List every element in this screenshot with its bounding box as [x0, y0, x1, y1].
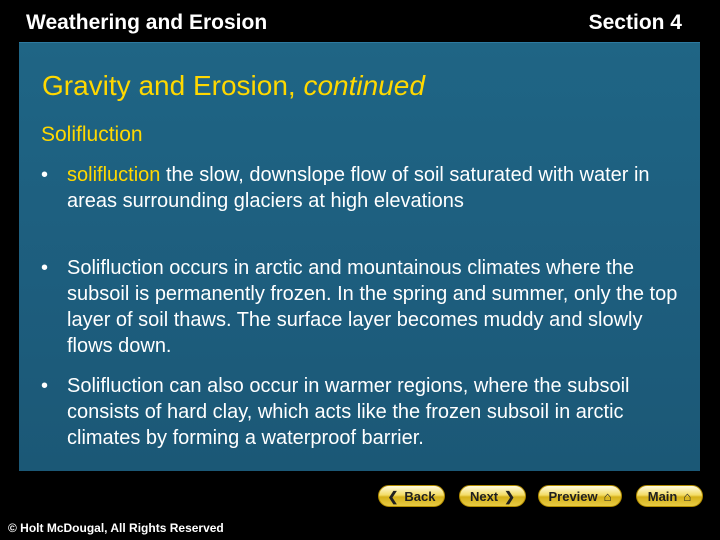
home-icon: ⌂	[683, 488, 692, 504]
bullet-item	[29, 373, 689, 451]
back-button-label: Back	[404, 488, 436, 504]
slide-subheading: Solifluction	[41, 123, 143, 146]
next-button-label: Next	[469, 488, 499, 504]
section-label: Section 4	[588, 11, 682, 34]
bullet-text: the slow, downslope flow of soil saturated with water in areas surrounding glaciers at high elevations	[67, 164, 650, 212]
back-button[interactable]	[378, 485, 445, 507]
slide-title-continued: continued	[303, 70, 425, 101]
bullet-item	[29, 162, 689, 214]
main-button-label: Main	[647, 488, 678, 504]
bullet-item	[29, 255, 689, 359]
preview-button-label: Preview	[548, 488, 598, 504]
main-button[interactable]	[636, 485, 703, 507]
preview-button[interactable]	[538, 485, 622, 507]
slide-title	[42, 70, 425, 102]
bullet-marker: •	[41, 257, 49, 279]
key-term: solifluction	[67, 164, 161, 186]
slide-title-main: Gravity and Erosion,	[42, 70, 296, 101]
bullet-marker: •	[41, 164, 49, 186]
bullet-text: Solifluction can also occur in warmer regions, where the subsoil consists of hard clay, which acts like the frozen subsoil in arctic climates by forming a waterproof barrier.	[67, 375, 630, 449]
chapter-title: Weathering and Erosion	[26, 11, 268, 34]
home-icon: ⌂	[603, 488, 612, 504]
copyright-footer: © Holt McDougal, All Rights Reserved	[8, 521, 224, 535]
bullet-text: Solifluction occurs in arctic and mountainous climates where the subsoil is permanently frozen. In the spring and summer, only the top layer of soil thaws. The surface layer becomes muddy and slowly flows down.	[67, 257, 678, 357]
chevron-right-icon: ❯	[504, 488, 516, 504]
bullet-marker: •	[41, 375, 49, 397]
slide-panel	[19, 42, 700, 471]
next-button[interactable]	[459, 485, 526, 507]
chevron-left-icon: ❮	[387, 488, 399, 504]
